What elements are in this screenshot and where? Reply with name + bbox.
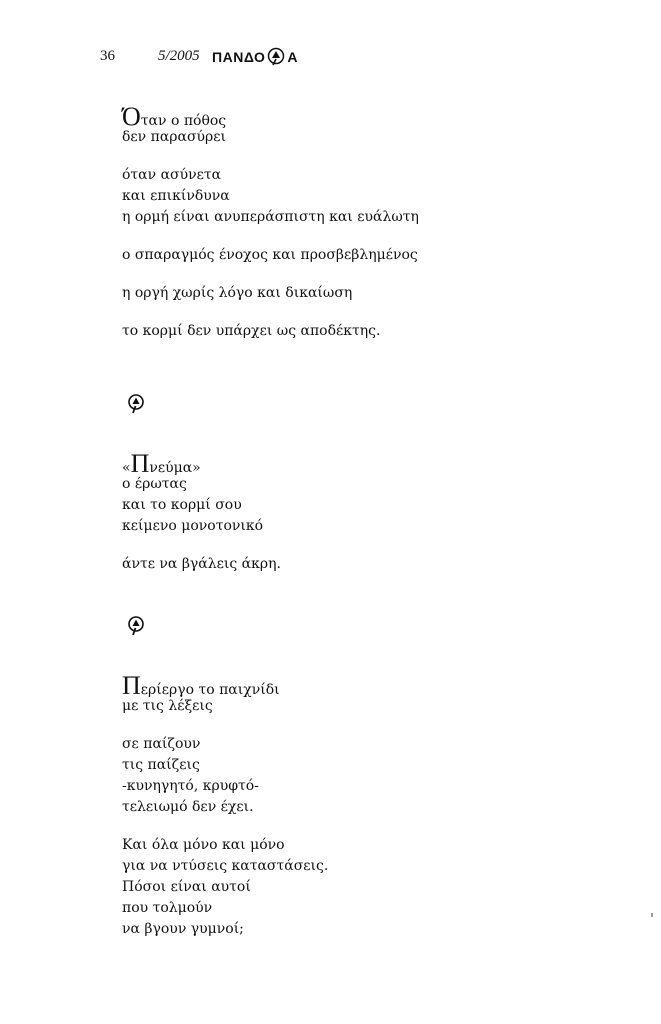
poem-first-line bbox=[122, 449, 281, 478]
scan-mark bbox=[651, 913, 653, 917]
first-line-text: νεύμα» bbox=[149, 460, 201, 476]
stanza-gap bbox=[122, 818, 328, 835]
stanza-gap bbox=[122, 717, 328, 734]
stanza-gap bbox=[122, 228, 419, 245]
rose-logo-icon bbox=[266, 47, 286, 67]
poem-line: που τολμούν bbox=[122, 900, 213, 916]
poem-line: η ορμή είναι ανυπεράσπιστη και ευάλωτη bbox=[122, 209, 419, 225]
rose-logo-icon bbox=[124, 393, 146, 415]
drop-initial: Ό bbox=[122, 102, 141, 131]
poem-line: σε παίζουν bbox=[122, 736, 201, 752]
poem-line: Και όλα μόνο και μόνο bbox=[122, 837, 285, 853]
poem-line: κείμενο μονοτονικό bbox=[122, 518, 264, 534]
poem-line: όταν ασύνετα bbox=[122, 167, 222, 183]
poem-line: Πόσοι είναι αυτοί bbox=[122, 879, 251, 895]
drop-initial: Π bbox=[130, 449, 150, 478]
poem-first-line bbox=[122, 671, 328, 700]
journal-title bbox=[212, 47, 298, 67]
stanza-gap bbox=[122, 266, 419, 283]
poem-line: το κορμί δεν υπάρχει ως αποδέκτης. bbox=[122, 323, 381, 339]
poem-line: με τις λέξεις bbox=[122, 698, 213, 714]
poem-line: -κυνηγητό, κρυφτό- bbox=[122, 778, 259, 794]
first-line-text: ταν ο πόθος bbox=[140, 113, 227, 129]
poem-line: τελειωμό δεν έχει. bbox=[122, 799, 254, 815]
rose-logo-icon bbox=[124, 615, 146, 637]
poem-1 bbox=[122, 102, 419, 342]
poem-3 bbox=[122, 671, 329, 940]
poem-line: η οργή χωρίς λόγο και δικαίωση bbox=[122, 285, 353, 301]
poem-line: να βγουν γυμνοί; bbox=[122, 921, 244, 937]
journal-title-prefix: ΠΑΝΔΟ bbox=[212, 49, 266, 65]
issue-number: 5/2005 bbox=[158, 48, 200, 64]
poem-line: τις παίζεις bbox=[122, 757, 200, 773]
stanza-gap bbox=[122, 537, 281, 554]
poem-line: και επικίνδυνα bbox=[122, 188, 230, 204]
poem-first-line bbox=[122, 102, 419, 131]
poem-2 bbox=[122, 449, 281, 575]
drop-initial: Π bbox=[122, 671, 141, 700]
page-number: 36 bbox=[100, 48, 115, 64]
stanza-gap bbox=[122, 304, 419, 321]
stanza-gap bbox=[122, 148, 419, 165]
journal-title-suffix: Α bbox=[287, 49, 299, 65]
open-quote: « bbox=[122, 460, 131, 476]
poem-line: δεν παρασύρει bbox=[122, 129, 227, 145]
poem-line: ο σπαραγμός ένοχος και προσβεβλημένος bbox=[122, 247, 418, 263]
poem-line: για να ντύσεις καταστάσεις. bbox=[122, 858, 329, 874]
poem-line: και το κορμί σου bbox=[122, 497, 242, 513]
poem-line: άντε να βγάλεις άκρη. bbox=[122, 556, 281, 572]
poem-line: ο έρωτας bbox=[122, 476, 187, 492]
first-line-text: ερίεργο το παιχνίδι bbox=[140, 682, 280, 698]
